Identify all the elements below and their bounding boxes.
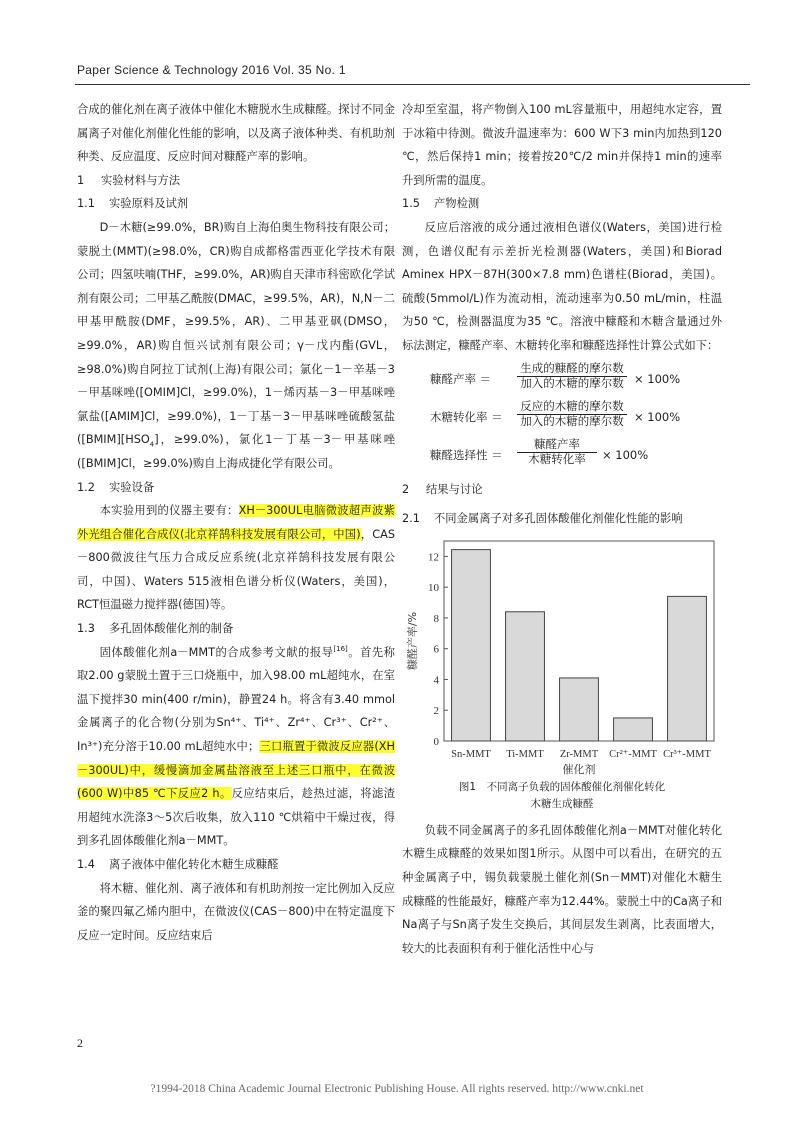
highlighted-text: 三口瓶置于微波反应器(XH－300UL)中，缓慢滴加金属盐溶液至上述三口瓶中，在微波(600 W)中85 ℃下反应2 h。	[77, 740, 395, 801]
y-tick-label: 8	[433, 612, 439, 625]
fraction	[517, 362, 627, 390]
copyright-footer: ?1994-2018 China Academic Journal Electronic Publishing House. All rights reserved. http://www.cnki.net	[150, 1083, 644, 1095]
section-number: 1.1	[77, 197, 95, 211]
intro-paragraph: 合成的催化剂在离子液体中催化木糖脱水生成糠醛。探讨不同金属离子对催化剂催化性能的影响，以及离子液体种类、有机助剂种类、反应温度、反应时间对糠醛产率的影响。	[77, 103, 395, 164]
x-tick-label: Sn-MMT	[451, 748, 491, 760]
section-title: 实验原料及试剂	[109, 197, 189, 211]
preparation-text-3: 反应结束后，趁热过滤，将滤渣用超纯水洗涤3～5次后收集，放入110 ℃烘箱中干燥过夜，得到多孔固体酸催化剂a－MMT。	[77, 787, 395, 848]
numerator: 生成的糠醛的摩尔数	[517, 362, 627, 377]
page-number: 2	[77, 1036, 83, 1050]
bar	[668, 596, 707, 741]
x-tick-label: Cr³⁺-MMT	[663, 748, 711, 760]
section-number: 1	[77, 173, 85, 187]
formula-label: 糠醛产率 ＝	[430, 371, 492, 386]
y-axis-label: 糠醛产率/%	[406, 611, 419, 670]
journal-header: Paper Science & Technology 2016 Vol. 35 No. 1	[77, 63, 346, 77]
section-1-2-heading	[77, 476, 395, 500]
section-1-1-heading	[77, 192, 395, 216]
subscript: 4	[149, 440, 155, 449]
section-number: 1.4	[77, 858, 95, 871]
figure-caption	[402, 779, 722, 813]
section-1-4-heading	[77, 853, 395, 877]
caption-line-1: 图1 不同离子负载的固体酸催化剂催化转化	[458, 780, 666, 793]
materials-text-2: ]，≥99.0%)，氯化1－丁基－3－甲基咪唑([BMIM]Cl，≥99.0%)购自上海成捷化学有限公司。	[77, 433, 395, 470]
bar	[614, 718, 653, 741]
x-axis-label: 催化剂	[562, 762, 596, 775]
section-number: 1.3	[77, 622, 95, 636]
highlighted-text: XH－300UL电脑微波超声波紫外光组合催化合成仪(北京祥鹄科技发展有限公司，中国)	[77, 504, 395, 541]
formula-label: 糠醛选择性 ＝	[430, 447, 503, 462]
y-tick-label: 2	[433, 704, 439, 717]
left-column	[77, 98, 395, 947]
section-title: 结果与讨论	[426, 482, 483, 496]
numerator: 反应的木糖的摩尔数	[517, 400, 627, 415]
preparation-text: 固体酸催化剂a－MMT的合成参考文献的报导	[99, 645, 334, 659]
equipment-text-2: ，CAS－800微波往气压力合成反应系统(北京祥鹄科技发展有限公司，中国)、Waters 515液相色谱分析仪(Waters，美国)，RCT恒温磁力搅拌器(德国)等。	[77, 527, 395, 612]
formula-tail: × 100%	[602, 447, 649, 462]
conversion-paragraph: 将木糖、催化剂、离子液体和有机助剂按一定比例加入反应釜的聚四氟乙烯内胆中，在微波仪(CAS－800)中在特定温度下反应一定时间。反应结束后	[77, 881, 395, 942]
y-tick-label: 12	[428, 551, 439, 564]
right-column	[402, 98, 722, 960]
formula-tail: × 100%	[634, 371, 681, 386]
equipment-text: 本实验用到的仪器主要有：	[99, 504, 239, 518]
bar	[560, 678, 599, 741]
materials-paragraph	[77, 216, 395, 476]
equipment-paragraph	[77, 499, 395, 617]
formula-yield	[402, 362, 722, 390]
section-title: 离子液体中催化转化木糖生成糠醛	[109, 858, 279, 871]
continuation-paragraph: 冷却至室温，将产物倒入100 mL容量瓶中，用超纯水定容，置于冰箱中待测。微波升温速率为：600 W下3 min内加热到120 ℃，然后保持1 min；接着按20℃/2 min并保持1 min的速率升到所需的温度。	[402, 103, 722, 187]
section-number: 1.2	[77, 480, 95, 494]
section-title: 实验设备	[109, 480, 155, 494]
section-number: 2.1	[402, 512, 420, 526]
x-tick-label: Ti-MMT	[506, 748, 544, 760]
preparation-paragraph	[77, 641, 395, 853]
section-number: 2	[402, 482, 410, 496]
bar-chart	[402, 535, 722, 775]
formula-label: 木糖转化率 ＝	[430, 409, 503, 424]
caption-line-2: 木糖生成糠醛	[530, 797, 594, 810]
section-title: 产物检测	[434, 197, 480, 211]
formula-tail: × 100%	[634, 409, 681, 424]
fraction	[517, 400, 627, 428]
results-paragraph: 负载不同金属离子的多孔固体酸催化剂a－MMT对催化转化木糖生成糠醛的效果如图1所示。从图中可以看出，在研究的五种金属离子中，锡负载蒙脱土催化剂(Sn－MMT)对催化木糖生成糠醛的性能最好，糠醛产率为12.44%。蒙脱土中的Ca离子和Na离子与Sn离子发生交换后，其间层发生剥离，比表面增大，较大的比表面积有利于催化活性中心与	[402, 823, 722, 955]
y-tick-label: 10	[428, 581, 439, 594]
detection-paragraph: 反应后溶液的成分通过液相色谱仪(Waters，美国)进行检测，色谱仪配有示差折光检测器(Waters，美国)和Biorad Aminex HPX－87H(300×7.8 mm)色谱柱(Biorad，美国)。硫酸(5mmol/L)作为流动相，流动速率为0.50 mL/min，柱温为50 ℃，检测器温度为35 ℃。溶液中糠醛和木糖含量通过外标法测定，糠醛产率、木糖转化率和糠醛选择性计算公式如下：	[402, 220, 722, 352]
section-2-heading	[402, 478, 722, 502]
formula-conversion	[402, 400, 722, 428]
section-2-1-heading	[402, 507, 722, 531]
section-1-3-heading	[77, 617, 395, 641]
section-title: 多孔固体酸催化剂的制备	[109, 622, 234, 636]
y-tick-label: 6	[433, 643, 439, 656]
section-title: 实验材料与方法	[101, 173, 181, 187]
denominator: 加入的木糖的摩尔数	[520, 375, 624, 390]
fraction	[517, 438, 597, 466]
x-tick-label: Cr²⁺-MMT	[609, 748, 657, 760]
materials-text: D－木糖(≥99.0%，BR)购自上海伯奥生物科技有限公司；蒙脱土(MMT)(≥98.0%，CR)购自成都格雷西亚化学技术有限公司；四氢呋喃(THF，≥99.0%，AR)购自天津市科密欧化学试剂有限公司；二甲基乙酰胺(DMAC，≥99.5%，AR)，N,N－二甲基甲酰胺(DMF，≥99.5%，AR)、二甲基亚砜(DMSO，≥99.0%，AR)购自恒兴试剂有限公司；γ－戊内酯(GVL，≥98.0%)购自阿拉丁试剂(上海)有限公司；氯化－1－辛基－3－甲基咪唑([OMIM]Cl，≥99.0%)，1－烯丙基－3－甲基咪唑氯盐([AMIM]Cl，≥99.0%)，1－丁基－3－甲基咪唑硫酸氢盐([BMIM][HSO	[77, 220, 395, 447]
section-title: 不同金属离子对多孔固体酸催化剂催化性能的影响	[434, 512, 683, 526]
denominator: 加入的木糖的摩尔数	[520, 413, 624, 428]
x-tick-label: Zr-MMT	[559, 748, 599, 760]
y-tick-label: 0	[433, 735, 439, 748]
denominator: 木糖转化率	[528, 451, 586, 466]
citation: [16]	[333, 644, 348, 653]
bar	[452, 549, 491, 740]
bar	[506, 611, 545, 740]
section-1-5-heading	[402, 192, 722, 216]
section-number: 1.5	[402, 197, 420, 211]
preparation-text-2: 。首先称取2.00 g蒙脱土置于三口烧瓶中，加入98.00 mL超纯水，在室温下搅拌30 min(400 r/min)，静置24 h。将含有3.40 mmol金属离子的化合物(分别为Sn⁴⁺、Ti⁴⁺、Zr⁴⁺、Cr³⁺、Cr²⁺、In³⁺)充分溶于10.00 mL超纯水中；	[77, 645, 395, 754]
section-1-heading	[77, 169, 395, 193]
header-rule	[75, 84, 750, 85]
y-tick-label: 4	[433, 674, 439, 687]
numerator: 糠醛产率	[517, 438, 597, 453]
formula-selectivity	[402, 438, 722, 466]
